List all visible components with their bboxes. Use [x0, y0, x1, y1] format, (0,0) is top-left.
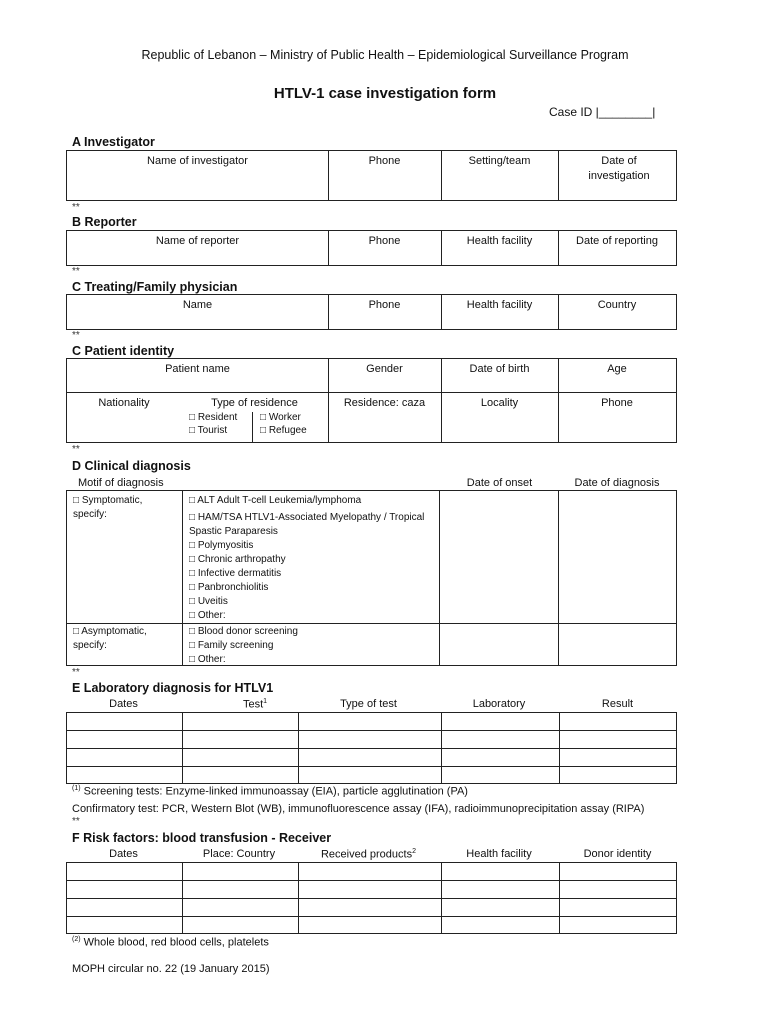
section-e-title: E Laboratory diagnosis for HTLV1 — [72, 681, 274, 695]
col-place-country: Place: Country — [202, 848, 276, 860]
col-setting-team: Setting/team — [468, 155, 531, 167]
section-d-title: D Clinical diagnosis — [72, 459, 191, 473]
col-motif: Motif of diagnosis — [78, 477, 164, 489]
footnote-confirmatory: Confirmatory test: PCR, Western Blot (WB), immunofluorescence assay (IFA), radioimmunoprecipitation assay (RIPA) — [72, 803, 645, 815]
footnote-1: $^{(1)}$ Screening tests: Enzyme-linked immunoassay (EIA), particle agglutination (PA) — [72, 785, 468, 798]
section-a-title: A Investigator — [72, 135, 155, 149]
lab-diagnosis-table — [66, 712, 677, 784]
section-c2-title: C Patient identity — [72, 344, 175, 358]
stars-e: ** — [72, 816, 80, 827]
col-type-of-residence: Type of residence — [211, 397, 298, 409]
option-refugee[interactable]: □ Refugee — [260, 425, 307, 436]
symptom-arthropathy[interactable]: □ Chronic arthropathy — [189, 554, 286, 565]
symptom-panbronchiolitis[interactable]: □ Panbronchiolitis — [189, 582, 269, 593]
col-phone: Phone — [368, 235, 401, 247]
option-worker[interactable]: □ Worker — [260, 412, 301, 423]
col-laboratory: Laboratory — [472, 698, 526, 710]
clinical-diagnosis-table — [66, 490, 677, 666]
circular-footer: MOPH circular no. 22 (19 January 2015) — [72, 963, 270, 975]
col-test: Test$^1$ — [242, 698, 268, 711]
col-received-products: Received products$^2$ — [320, 848, 416, 861]
asym-family-screening[interactable]: □ Family screening — [189, 640, 274, 651]
col-dates: Dates — [109, 848, 138, 860]
section-f-title: F Risk factors: blood transfusion - Receiver — [72, 831, 332, 845]
col-nationality: Nationality — [98, 397, 150, 409]
stars-c1: ** — [72, 330, 80, 341]
col-phone: Phone — [368, 155, 401, 167]
symptom-ham-tsp[interactable]: □ HAM/TSA HTLV1-Associated Myelopathy / Tropical Spastic Paraparesis — [189, 512, 425, 537]
asym-other[interactable]: □ Other: — [189, 654, 226, 665]
section-b-title: B Reporter — [72, 215, 137, 229]
col-result: Result — [601, 698, 634, 710]
col-date-diagnosis: Date of diagnosis — [574, 477, 660, 489]
stars-a: ** — [72, 202, 80, 213]
symptom-polymyositis[interactable]: □ Polymyositis — [189, 540, 254, 551]
col-date-onset: Date of onset — [466, 477, 533, 489]
col-gender: Gender — [366, 363, 403, 375]
col-health-facility: Health facility — [466, 235, 533, 247]
col-phone: Phone — [368, 299, 401, 311]
col-patient-name: Patient name — [165, 363, 230, 375]
col-date-of-birth: Date of birth — [469, 363, 530, 375]
footnote-2: $^{(2)}$ Whole blood, red blood cells, platelets — [72, 936, 269, 949]
stars-d: ** — [72, 667, 80, 678]
option-tourist[interactable]: □ Tourist — [189, 425, 228, 436]
reporter-table — [66, 230, 677, 266]
option-resident[interactable]: □ Resident — [189, 412, 238, 423]
ministry-header: Republic of Lebanon – Ministry of Public Health – Epidemiological Surveillance Program — [141, 48, 629, 62]
col-locality: Locality — [480, 397, 519, 409]
col-type-of-test: Type of test — [340, 698, 397, 710]
col-age: Age — [607, 363, 627, 375]
form-title: HTLV-1 case investigation form — [273, 85, 497, 102]
investigator-table — [66, 150, 677, 201]
case-id-field[interactable]: Case ID |________| — [549, 105, 656, 119]
asymptomatic-option[interactable]: □ Asymptomatic, specify: — [73, 626, 147, 651]
stars-c2: ** — [72, 444, 80, 455]
transfusion-table — [66, 862, 677, 934]
col-dates: Dates — [109, 698, 138, 710]
col-phone: Phone — [601, 397, 633, 409]
col-reporter-name: Name of reporter — [155, 235, 240, 247]
col-investigator-name: Name of investigator — [147, 155, 248, 167]
col-date-investigation: Date of investigation — [588, 155, 650, 182]
symptom-dermatitis[interactable]: □ Infective dermatitis — [189, 568, 282, 579]
col-date-reporting: Date of reporting — [576, 235, 658, 247]
physician-table — [66, 294, 677, 330]
patient-identity-table — [66, 358, 677, 443]
asym-blood-donor[interactable]: □ Blood donor screening — [189, 626, 298, 637]
symptom-other[interactable]: □ Other: — [189, 610, 226, 621]
symptom-uveitis[interactable]: □ Uveitis — [189, 596, 228, 607]
col-health-facility: Health facility — [466, 848, 532, 860]
symptomatic-option[interactable]: □ Symptomatic, specify: — [73, 495, 143, 520]
col-physician-name: Name — [182, 299, 213, 311]
col-residence-caza: Residence: caza — [343, 397, 426, 409]
col-country: Country — [597, 299, 637, 311]
col-donor-identity: Donor identity — [583, 848, 652, 860]
section-c1-title: C Treating/Family physician — [72, 280, 238, 294]
col-health-facility: Health facility — [466, 299, 533, 311]
stars-b: ** — [72, 266, 80, 277]
symptom-alt[interactable]: □ ALT Adult T-cell Leukemia/lymphoma — [189, 495, 362, 506]
